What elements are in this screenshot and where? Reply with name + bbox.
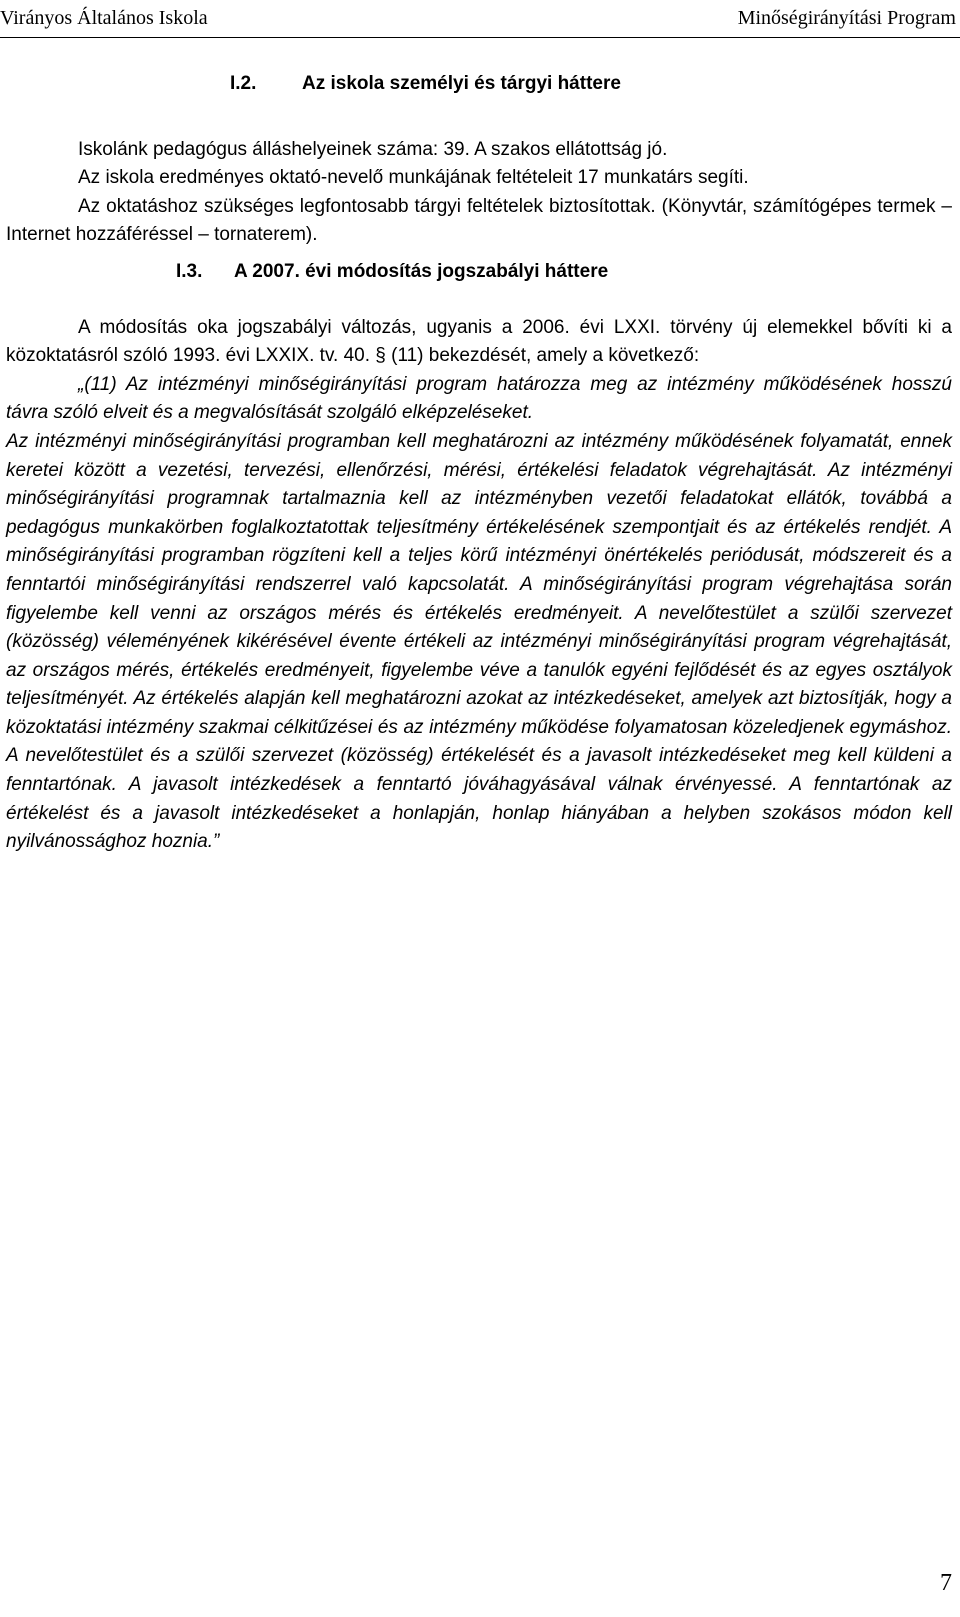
paragraph-legal-intro: A módosítás oka jogszabályi változás, ugyanis a 2006. évi LXXI. törvény új elemekkel bővíti ki a közoktatásról szóló 1993. évi LXXIX. tv. 40. § (11) bekezdését, amely a következő:: [6, 316, 952, 367]
page-header: [0, 0, 960, 40]
section-title: A 2007. évi módosítás jogszabályi háttere: [234, 260, 609, 282]
page-number: 7: [940, 1570, 952, 1596]
section-number: I.2.: [230, 73, 257, 94]
paragraph-facilities: Az oktatáshoz szükséges legfontosabb tárgyi feltételek biztosítottak. (Könyvtár, számítógépes termek – Internet hozzáféréssel – tornaterem).: [6, 195, 952, 246]
section-number: I.3.: [176, 260, 203, 282]
paragraph-staff-support: Az iskola eredményes oktató-nevelő munkájának feltételeit 17 munkatárs segíti.: [78, 167, 749, 189]
paragraph-quote-body: Az intézményi minőségirányítási programban kell meghatározni az intézmény működésének folyamatát, ennek keretei között a vezetési, tervezési, ellenőrzési, mérési, értékelési feladatok végrehajtását. Az intézményi minőségirányítási programnak tartalmaznia kell az intézményben vezetői feladatokat ellátók, továbbá a pedagógus munkakörben foglalkoztatottak teljesítmény értékelésének szempontjait és az értékelés rendjét. A minőségirányítási programban rögzíteni kell a teljes körű intézményi önértékelés periódusát, módszereit és a fenntartói minőségirányítási rendszerrel való kapcsolatát. A minőségirányítási program végrehajtása során figyelembe kell venni az országos mérés és értékelés eredményeit. A nevelőtestület a szülői szervezet (közösség) véleményének kikérésével évente értékeli az intézményi minőségirányítási program végrehajtását, az országos mérés, értékelés eredményeit, figyelembe véve a tanulók egyéni fejlődését és az egyes osztályok teljesítményét. Az értékelés alapján kell meghatározni azokat az intézkedéseket, amelyek azt biztosítják, hogy a közoktatási intézmény szakmai célkitűzései és az intézmény működése folyamatosan közeledjenek egymáshoz. A nevelőtestület és a szülői szervezet (közösség) értékelését és a javasolt intézkedéseket meg kell küldeni a fenntartónak. A javasolt intézkedések a fenntartó jóváhagyásával válnak érvényessé. A fenntartónak az értékelést és a javasolt intézkedéseket a honlapján, honlap hiányában a helyben szokásos módon kell nyilvánossághoz hoznia.”: [6, 430, 952, 853]
header-school-name: Virányos Általános Iskola: [0, 7, 208, 29]
paragraph-quote-opening: „(11) Az intézményi minőségirányítási program határozza meg az intézmény működésének hosszú távra szóló elveit és a megvalósítását szolgáló elképzeléseket.: [6, 373, 952, 424]
header-divider: [0, 37, 960, 38]
header-document-title: Minőségirányítási Program: [737, 7, 956, 29]
section-title: Az iskola személyi és tárgyi háttere: [302, 73, 621, 94]
page-content: [6, 70, 952, 857]
section-heading-i2: [230, 70, 952, 99]
paragraph-staff-count: Iskolánk pedagógus álláshelyeinek száma: 39. A szakos ellátottság jó.: [78, 138, 668, 160]
section-heading-i3: [176, 258, 952, 287]
